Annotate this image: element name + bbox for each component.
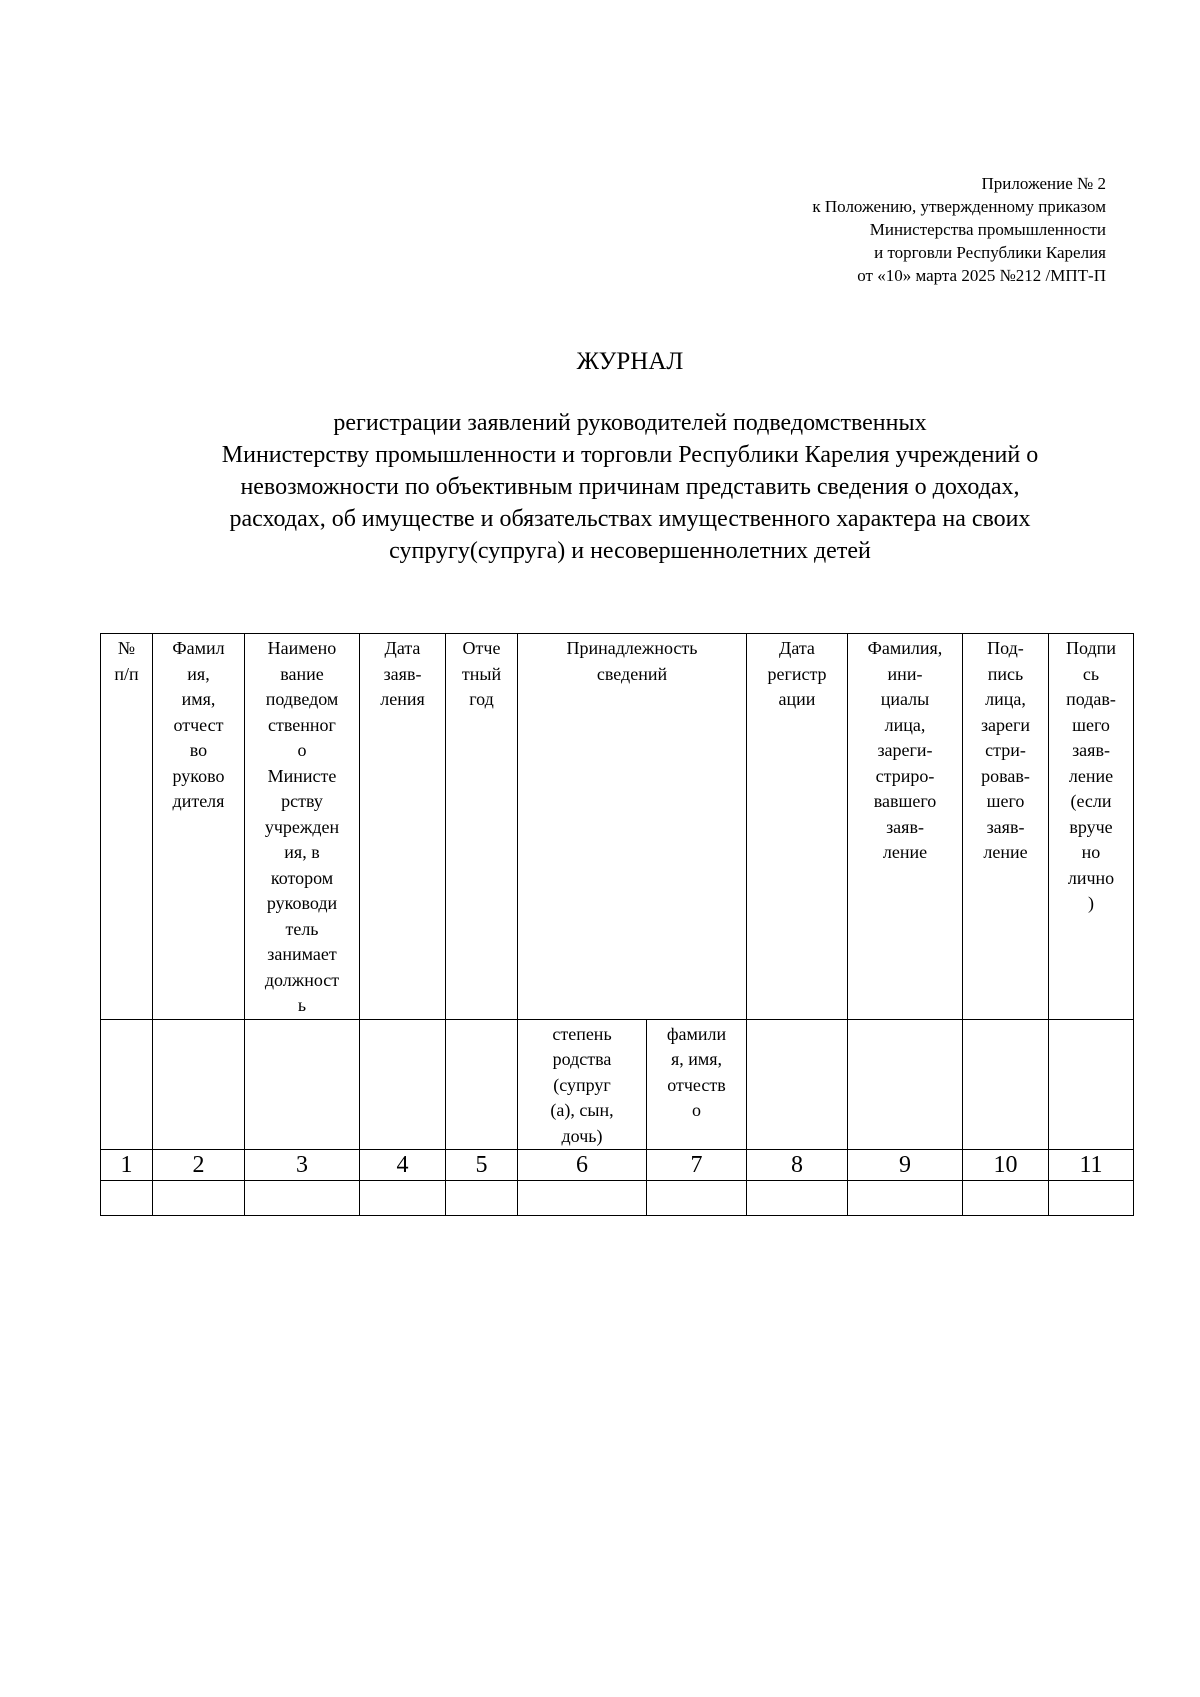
appendix-line: Приложение № 2 [981,174,1106,193]
subheader-cell-kinship: степень родства (супруг (а), сын, дочь) [518,1019,647,1150]
appendix-line: и торговли Республики Карелия [874,243,1106,262]
header-cell-data-ownership: Принадлежность сведений [518,634,747,1020]
column-number: 3 [245,1150,360,1181]
column-number: 2 [153,1150,245,1181]
column-number: 7 [647,1150,747,1181]
column-number: 4 [360,1150,446,1181]
table-cell [360,1181,446,1216]
table-cell [1049,1181,1134,1216]
header-cell-registration-date: Дата регистр ации [747,634,848,1020]
table-cell [101,1181,153,1216]
subheader-cell-relative-name: фамили я, имя, отчеств о [647,1019,747,1150]
subtitle-line: невозможности по объективным причинам представить сведения о доходах, [240,474,1020,500]
table-row [101,1181,1134,1216]
table-cell [963,1019,1049,1150]
subtitle-line: расходах, об имуществе и обязательствах имущественного характера на своих [229,506,1031,532]
appendix-line: к Положению, утвержденному приказом [812,197,1106,216]
header-cell-institution: Наимено вание подведом ственног о Министе рству учрежден ия, в котором руководи тель занимает должност ь [245,634,360,1020]
table-cell [446,1019,518,1150]
journal-table [100,633,1134,1216]
table-cell [360,1019,446,1150]
document-title: ЖУРНАЛ [576,348,684,375]
column-number: 6 [518,1150,647,1181]
header-cell-application-date: Дата заяв- ления [360,634,446,1020]
header-cell-reporting-year: Отче тный год [446,634,518,1020]
header-cell-full-name: Фамил ия, имя, отчест во руково дителя [153,634,245,1020]
table-cell [747,1181,848,1216]
header-row [101,634,1134,1020]
table-cell [245,1181,360,1216]
table-cell [848,1019,963,1150]
table-cell [153,1019,245,1150]
header-cell-number: № п/п [101,634,153,1020]
appendix-line: Министерства промышленности [869,220,1106,239]
header-cell-applicant-signature: Подпи сь подав- шего заяв- ление (если вруче но лично ) [1049,634,1134,1020]
column-number: 9 [848,1150,963,1181]
table-cell [848,1181,963,1216]
document-subtitle [60,407,1200,567]
table-cell [647,1181,747,1216]
table-cell [963,1181,1049,1216]
subheader-row [101,1019,1134,1150]
table-cell [747,1019,848,1150]
column-number: 11 [1049,1150,1134,1181]
appendix-block [812,172,1106,287]
header-cell-registrar-name: Фамилия, ини- циалы лица, зареги- стриро- вавшего заяв- ление [848,634,963,1020]
appendix-line: от «10» марта 2025 №212 /МПТ-П [857,266,1106,285]
table-cell [1049,1019,1134,1150]
table-cell [518,1181,647,1216]
column-number: 10 [963,1150,1049,1181]
column-number: 5 [446,1150,518,1181]
subtitle-line: Министерству промышленности и торговли Республики Карелия учреждений о [221,442,1039,468]
table-cell [153,1181,245,1216]
column-number: 8 [747,1150,848,1181]
column-number-row [101,1150,1134,1181]
table-cell [245,1019,360,1150]
table-cell [101,1019,153,1150]
subtitle-line: регистрации заявлений руководителей подведомственных [333,410,927,436]
header-cell-registrar-signature: Под- пись лица, зареги стри- ровав- шего заяв- ление [963,634,1049,1020]
subtitle-line: супругу(супруга) и несовершеннолетних детей [389,538,871,564]
column-number: 1 [101,1150,153,1181]
table-cell [446,1181,518,1216]
